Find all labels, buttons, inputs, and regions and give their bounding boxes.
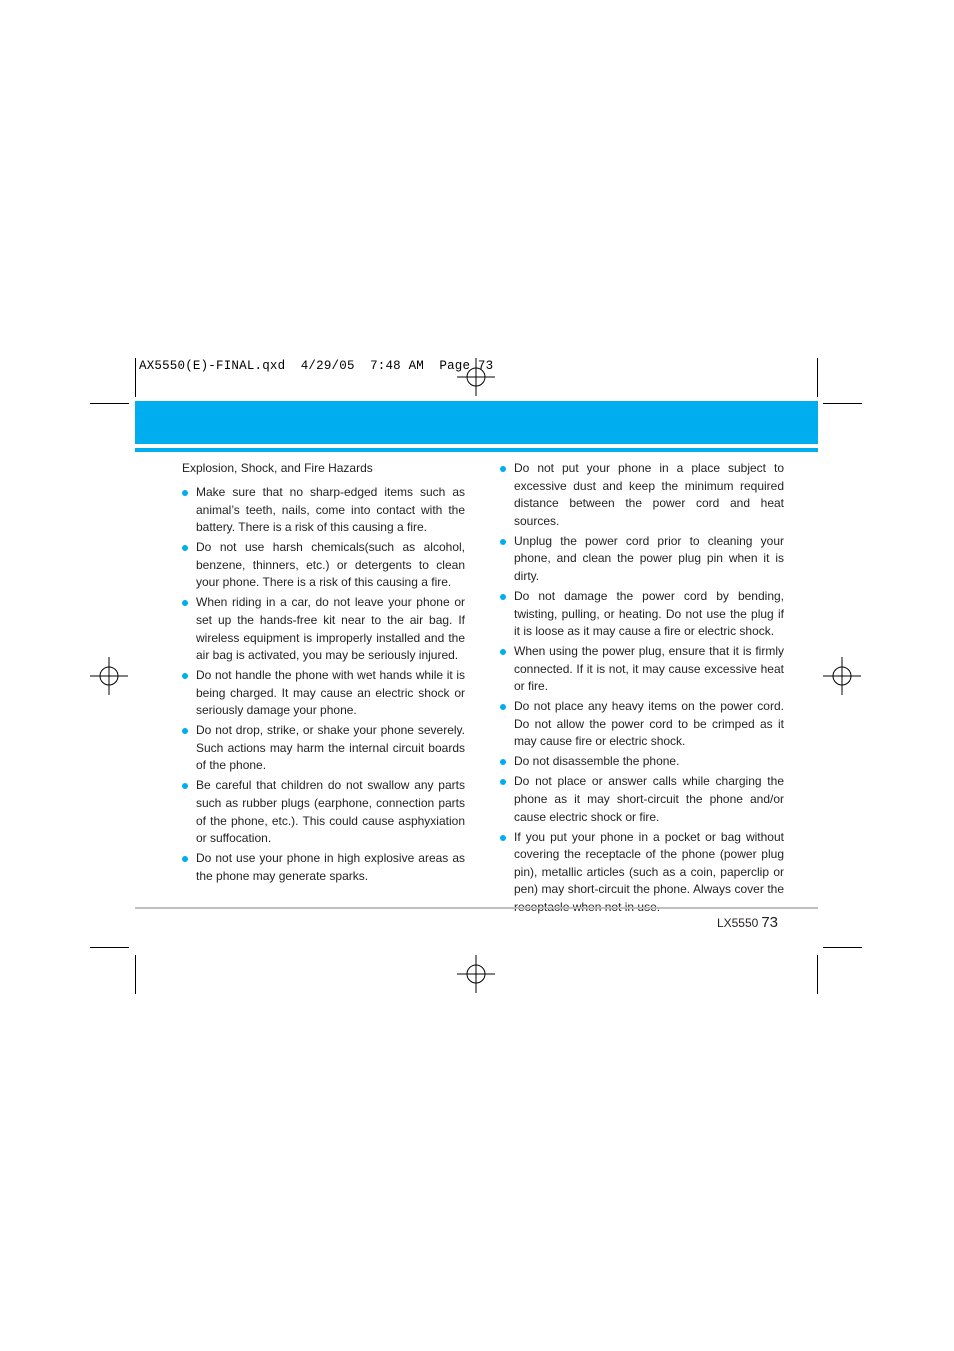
bullet-dot-icon	[182, 600, 188, 606]
list-item-text: When using the power plug, ensure that it is firmly connected. If it is not, it may cause excessive heat or fire.	[514, 644, 784, 694]
registration-mark-icon	[90, 657, 128, 695]
bullet-dot-icon	[182, 856, 188, 862]
list-item	[182, 484, 465, 537]
list-item-text: Do not put your phone in a place subject to excessive dust and keep the minimum required distance between the power cord and heat sources.	[514, 461, 784, 528]
bullet-dot-icon	[500, 466, 506, 472]
list-item-text: When riding in a car, do not leave your phone or set up the hands-free kit near to the air bag. If wireless equipment is improperly installed and the air bag is activated, you may be seriously injured.	[196, 595, 465, 663]
list-item	[182, 539, 465, 592]
list-item	[500, 460, 784, 530]
crop-mark-bottom-left-horizontal	[90, 947, 129, 948]
list-item	[182, 777, 465, 847]
list-item-text: If you put your phone in a pocket or bag without covering the receptacle of the phone (power plug pin), metallic articles (such as a coin, paperclip or pen) may short-circuit the phone. Always cover the	[514, 829, 784, 897]
list-item	[500, 698, 784, 751]
list-item	[500, 753, 784, 771]
list-item-text: Do not handle the phone with wet hands while it is being charged. It may cause an electric shock or seriously damage your phone.	[196, 668, 465, 718]
slug-time: 7:48 AM	[370, 359, 424, 373]
registration-mark-icon	[823, 657, 861, 695]
header-underline	[135, 448, 818, 452]
crop-mark-bottom-left-vertical	[135, 955, 136, 994]
list-item	[500, 643, 784, 696]
right-bullet-list	[500, 460, 784, 917]
crop-mark-bottom-right-vertical	[817, 955, 818, 994]
list-item-text: Do not damage the power cord by bending, twisting, pulling, or heating. Do not use the plug if it is loose as it may cause a fire or electric shock.	[514, 588, 784, 639]
slug-file: AX5550(E)-FINAL.qxd	[139, 359, 286, 373]
list-item-text: Do not use your phone in high explosive areas as the phone may generate sparks.	[196, 851, 465, 883]
list-item-text: Do not drop, strike, or shake your phone severely. Such actions may harm the internal circuit boards of the phone.	[196, 723, 465, 773]
page-number: 73	[761, 914, 778, 931]
bullet-dot-icon	[500, 779, 506, 785]
list-item	[182, 722, 465, 775]
list-item	[500, 829, 784, 917]
right-column	[500, 460, 784, 919]
list-item-text: Do not disassemble the phone.	[514, 754, 680, 769]
list-item	[500, 533, 784, 586]
crop-mark-bottom-right-horizontal	[823, 947, 862, 948]
print-slug	[139, 359, 493, 373]
list-item	[182, 667, 465, 720]
bullet-dot-icon	[500, 704, 506, 710]
list-item	[500, 773, 784, 826]
bullet-dot-icon	[182, 783, 188, 789]
crop-mark-top-left-horizontal	[90, 403, 129, 404]
bullet-dot-icon	[182, 673, 188, 679]
list-item-text: Do not use harsh chemicals(such as alcohol, benzene, thinners, etc.) or detergents to clean your phone. There is a risk of this causing a fire.	[196, 540, 465, 590]
left-bullet-list	[182, 484, 465, 885]
section-heading: Explosion, Shock, and Fire Hazards	[182, 461, 373, 475]
bullet-dot-icon	[500, 539, 506, 545]
left-column	[182, 460, 465, 888]
list-item-text: Unplug the power cord prior to cleaning your phone, and clean the power plug pin when it is dirty.	[514, 533, 784, 583]
bullet-dot-icon	[500, 759, 506, 765]
page-footer	[717, 914, 778, 932]
list-item-text: Be careful that children do not swallow any parts such as rubber plugs (earphone, connection parts of the phone, etc.). This could cause asphyxiation or suffocation.	[196, 778, 465, 846]
header-band	[135, 401, 818, 444]
bullet-dot-icon	[500, 649, 506, 655]
list-item-text: Make sure that no sharp-edged items such as animal’s teeth, nails, come into contact with the battery. There is a risk of this causing a fire.	[196, 484, 465, 535]
bullet-dot-icon	[182, 728, 188, 734]
list-item-text: Do not place or answer calls while charging the phone as it may short-circuit the phone and/or cause electric shock or fire.	[514, 774, 784, 824]
crop-mark-top-right-horizontal	[823, 403, 862, 404]
list-item	[182, 594, 465, 664]
slug-date: 4/29/05	[300, 359, 355, 373]
crop-mark-top-right-vertical	[817, 358, 818, 397]
bullet-dot-icon	[182, 545, 188, 551]
bullet-dot-icon	[500, 594, 506, 600]
crop-mark-top-left-vertical	[135, 358, 136, 397]
footer-model: LX5550	[716, 916, 759, 930]
footer-rule	[135, 907, 818, 909]
bullet-dot-icon	[182, 490, 188, 496]
list-item	[182, 850, 465, 885]
bullet-dot-icon	[500, 835, 506, 841]
list-item-text: Do not place any heavy items on the power cord. Do not allow the power cord to be crimped as it may cause fire or electric shock.	[514, 699, 784, 749]
slug-page: Page 73	[439, 359, 494, 373]
registration-mark-icon	[457, 955, 495, 993]
list-item	[500, 588, 784, 641]
